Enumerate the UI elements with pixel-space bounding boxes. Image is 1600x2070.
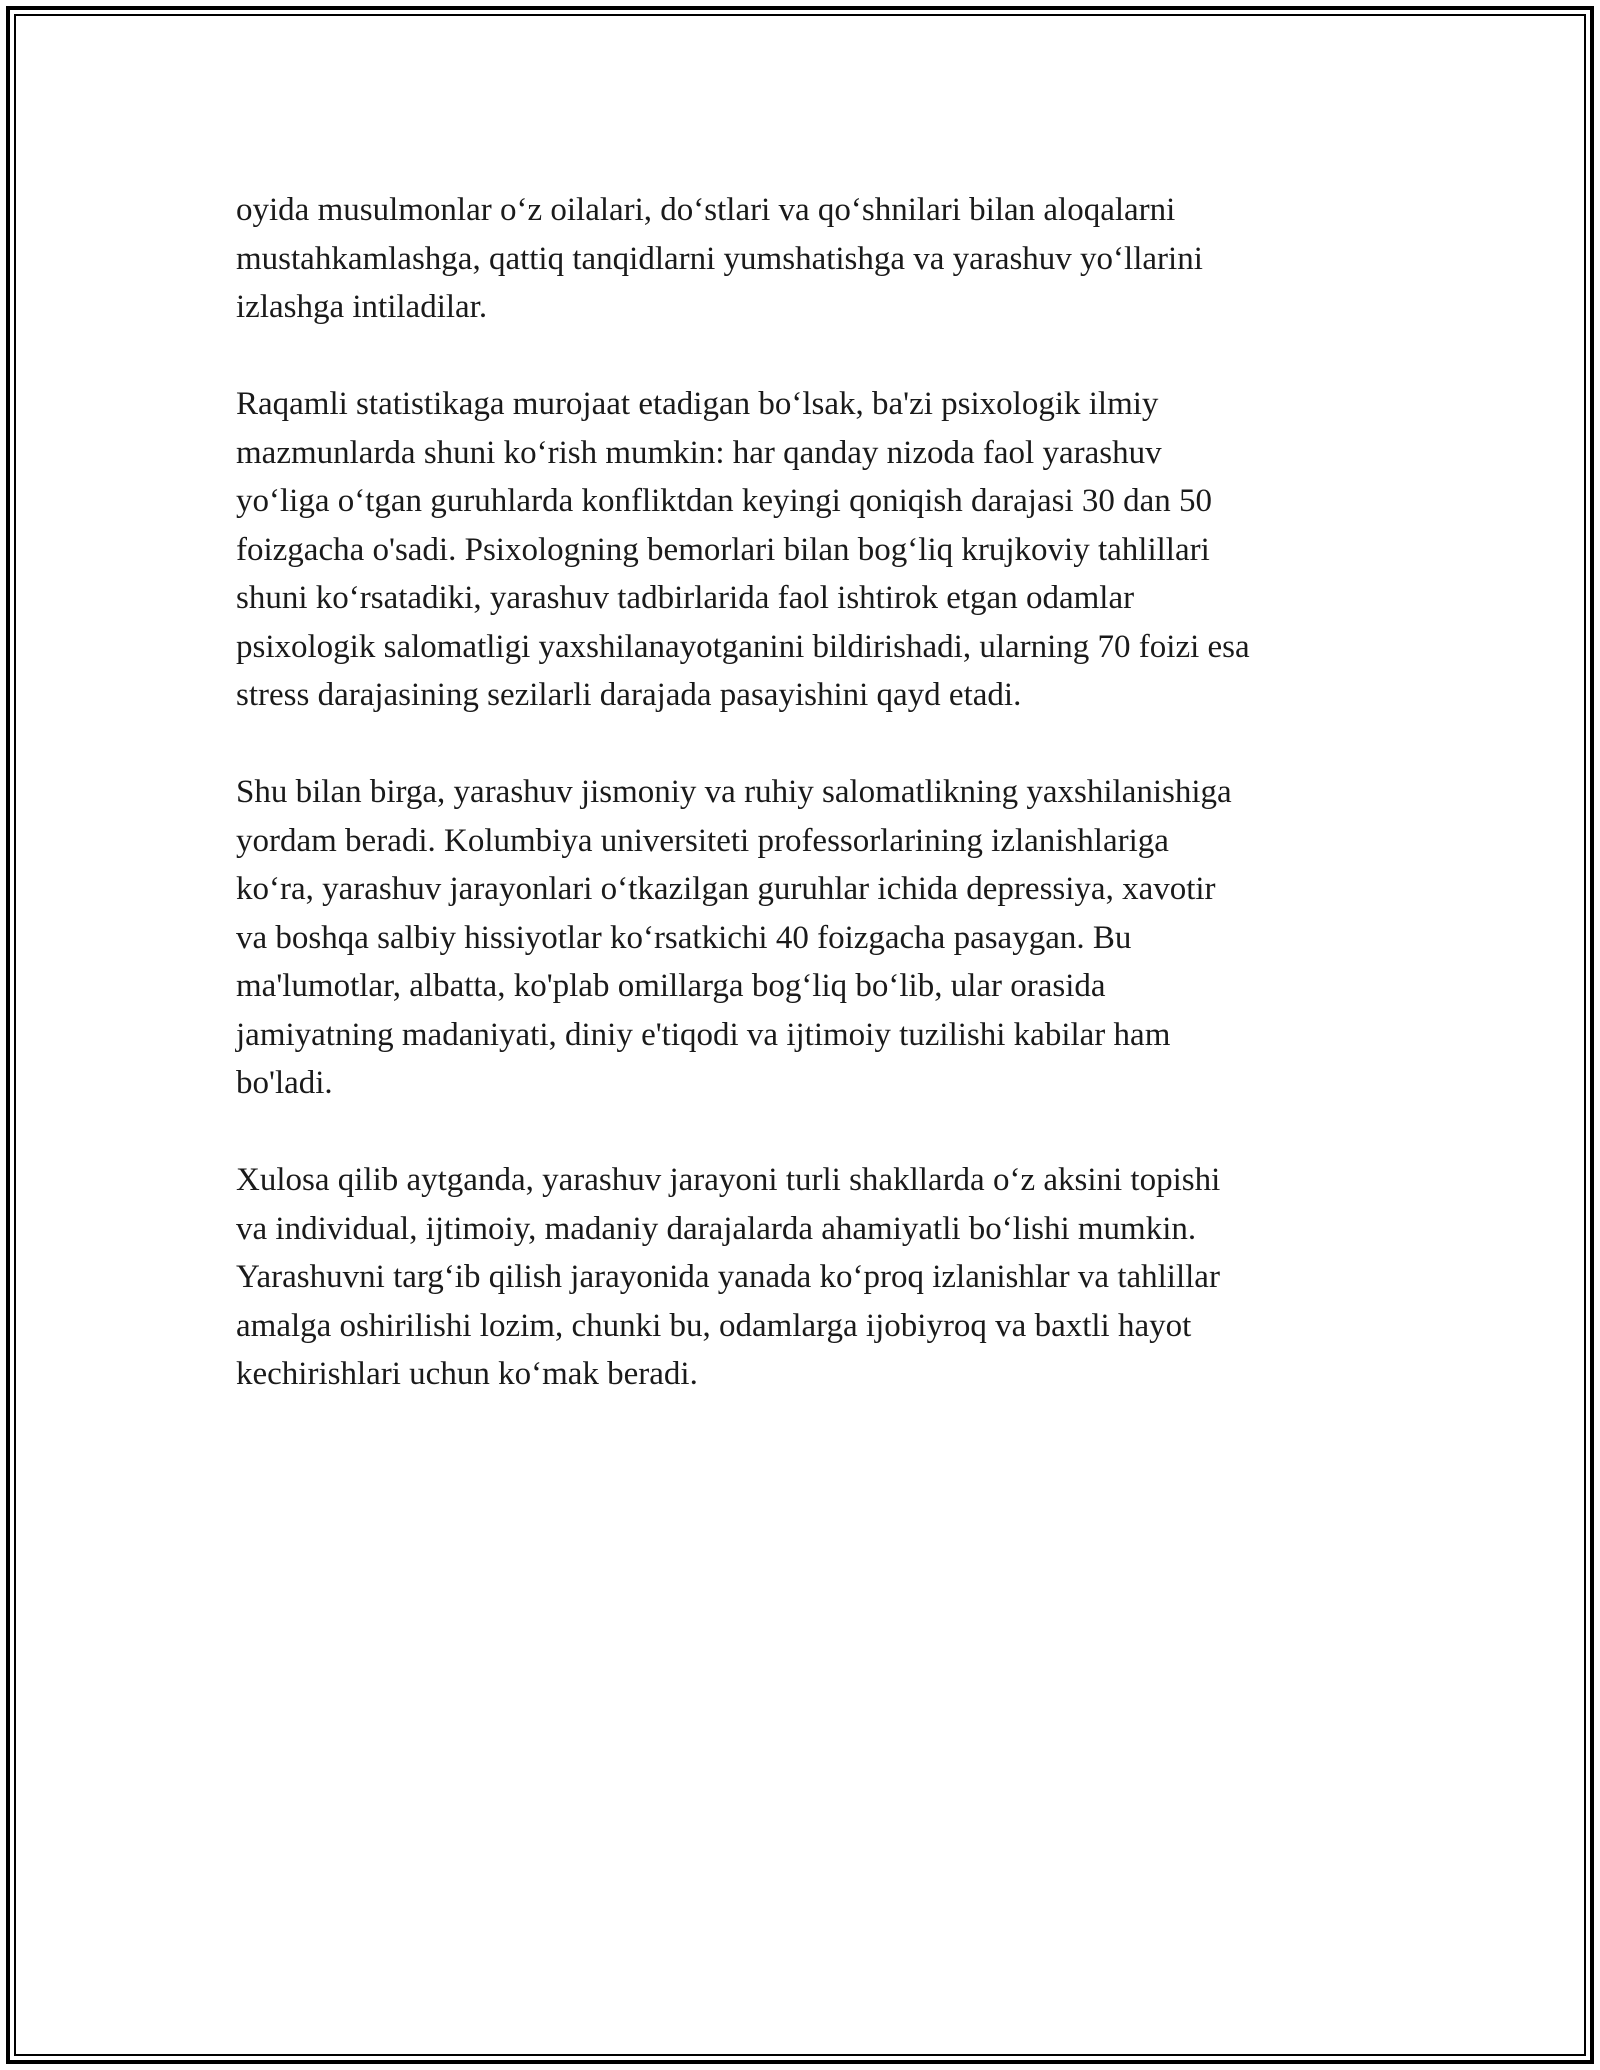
text-line: va boshqa salbiy hissiyotlar ko‘rsatkichi 40 foizgacha pasaygan. Bu	[236, 919, 1132, 956]
paragraph-4	[236, 1156, 1396, 1399]
document-body	[236, 186, 1396, 1447]
text-line: shuni ko‘rsatadiki, yarashuv tadbirlarida faol ishtirok etgan odamlar	[236, 580, 1135, 616]
text-line: Yarashuvni targ‘ib qilish jarayonida yanada ko‘proq izlanishlar va tahlillar	[236, 1259, 1220, 1295]
text-line: yordam beradi. Kolumbiya universiteti professorlarining izlanishlariga	[236, 822, 1169, 859]
text-line: Shu bilan birga, yarashuv jismoniy va ruhiy salomatlikning yaxshilanishiga	[236, 774, 1232, 810]
text-line: ma'lumotlar, albatta, ko'plab omillarga bog‘liq bo‘lib, ular orasida	[236, 968, 1106, 1004]
text-line: mazmunlarda shuni ko‘rish mumkin: har qanday nizoda faol yarashuv	[236, 434, 1162, 471]
text-line: jamiyatning madaniyati, diniy e'tiqodi va ijtimoiy tuzilishi kabilar ham	[236, 1016, 1171, 1053]
text-line: izlashga intiladilar.	[236, 289, 488, 325]
text-line: Raqamli statistikaga murojaat etadigan bo‘lsak, ba'zi psixologik ilmiy	[236, 386, 1159, 422]
text-line: psixologik salomatligi yaxshilanayotganini bildirishadi, ularning 70 foizi esa	[236, 628, 1250, 665]
paragraph-2	[236, 380, 1396, 720]
text-line: va individual, ijtimoiy, madaniy darajalarda ahamiyatli bo‘lishi mumkin.	[236, 1210, 1197, 1247]
text-line: foizgacha o'sadi. Psixologning bemorlari bilan bog‘liq krujkoviy tahlillari	[236, 531, 1210, 568]
text-line: ko‘ra, yarashuv jarayonlari o‘tkazilgan guruhlar ichida depressiya, xavotir	[236, 871, 1216, 907]
text-line: kechirishlari uchun ko‘mak beradi.	[236, 1356, 698, 1392]
text-line: Xulosa qilib aytganda, yarashuv jarayoni turli shakllarda o‘z aksini topishi	[236, 1162, 1221, 1198]
text-line: amalga oshirilishi lozim, chunki bu, odamlarga ijobiyroq va baxtli hayot	[236, 1307, 1192, 1344]
text-line: oyida musulmonlar o‘z oilalari, do‘stlari va qo‘shnilari bilan aloqalarni	[236, 192, 1176, 228]
text-line: stress darajasining sezilarli darajada pasayishini qayd etadi.	[236, 677, 1022, 713]
paragraph-1	[236, 186, 1396, 332]
text-line: yo‘liga o‘tgan guruhlarda konfliktdan keyingi qoniqish darajasi 30 dan 50	[236, 483, 1213, 519]
paragraph-3	[236, 768, 1396, 1108]
text-line: bo'ladi.	[236, 1065, 333, 1101]
text-line: mustahkamlashga, qattiq tanqidlarni yumshatishga va yarashuv yo‘llarini	[236, 240, 1203, 277]
